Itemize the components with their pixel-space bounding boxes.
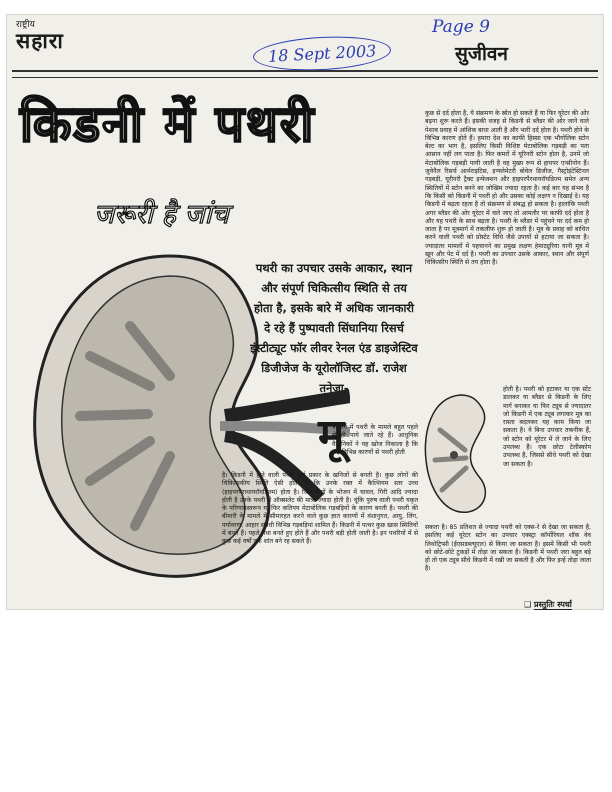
handwritten-date: 18 Sept 2003 [252,33,392,73]
article-credit-text: प्रस्तुतिः स्पर्धा [533,600,572,609]
kidney-cross-section-illustration [420,390,500,520]
masthead-name: सहारा [16,29,64,53]
article-dropcap: मू [318,410,345,461]
section-name: सुजीवन [455,43,508,65]
masthead-label: राष्ट्रीय [16,20,35,30]
article-intro: पथरी का उपचार उसके आकार, स्थान और संपूर्ण चिकित्सीय स्थिति से तय होता है, इसके बारे में अधिक जानकारी दे रहे हैं पुष्पावती सिंघानिया रिसर्च इंस्टीट्यूट फॉर लीवर रेनल एंड डाइजेस्टिव डिजीजेज के यूरोलॉजिस्ट डॉ. राजेश तनेजा- [250,261,418,395]
article-column-right-lower: होती है। पथरी को हटाकर या एक स्टेंट डालकर या ब्लैडर से किडनी के लिए मार्ग बनाकर या फिर ट्यूब से ज्यादातर जो किडनी में एक ट्यूब लगाकर मूत्र का रास्ता बदलकर यह काम किया जा सकता है। ये बिना उपचार तकनीक हैं, जो स्टोन को यूरेटर में ले जाने के लिए उपलब्ध हैं। एक छोटा टेलीस्कोप उपलब्ध है, जिससे सीधे पथरी को देखा जा सकता है। [503,386,591,468]
newspaper-clipping [6,14,604,610]
header-divider [12,70,598,78]
article-column-right: कुछ से दर्द होता है, ये संक्रमण के स्रोत हो सकते हैं या फिर यूरेटर की ओर बढ़ना शुरू करते हैं। इसकी वजह से किडनी से ब्लैडर की ओर जाने वाले पेशाब प्रवाह में आंशिक बाधा आती है और भारी दर्द होता है। पथरी होने के विभिन्न कारण होते हैं। हमारा देश का काफी हिस्सा एक भौगोलिक स्टोन बेल्ट का भाग है, इसलिए किसी विशिष्ट मेटाबोलिक गड़बड़ी का पता आसान नहीं लग पाता है। फिर कमरों में यूरिनरी स्टोन होता है, उनमें जो मेटाबोलिक गड़बड़ी पायी जाती है वह मुख्य रूप से हायपर एन्सीनोन हैं। जुवेनैल रिसर्च आर्थराइटिस, इन्फ्लेमेटरी बोवेल डिजीज, गैस्ट्रोइंटेस्टिनल गड़बड़ी, यूरीनरी ट्रैक्ट इन्फेक्शन और हाइपरपैरथायरॉयडिज्म समेत अन्य स्थितियों में स्टोन बनने का जोखिम ज्यादा रहता है। कई बार यह संभव है कि किसी को किडनी में पथरी हो और उसका कोई लक्षण न दिखाई दे। यह किडनी में बढ़ता रहता है तो संक्रमण से संबद्ध हो सकता है। हालांकि पथरी अगर ब्लैडर की ओर यूरेटर में चले जाए तो आमतौर पर काफी दर्द होता है और यह पथरी के साथ बढ़ता है। पथरी के ब्लैडर में पहुंचने पर दर्द कम हो जाता है पर मूत्रमार्ग में तकलीफ शुरू हो जाती है। मूत्र के प्रवाह को बाधित करने वाली पथरी को प्रोस्टेट विधि जैसे उपायों से हटाया जा सकता है। ज्यादातर मामलों में पहचानने का प्रमुख लक्षण हेमाट्यूरिया यानी मूत्र में खून और पेट में दर्द है। पथरी का उपचार उसके आकार, स्थान और संपूर्ण चिकित्सीय स्थिति से तय होता है। [425,110,589,267]
article-credit: ❑ प्रस्तुतिः स्पर्धा [524,600,572,609]
masthead [16,20,64,52]
article-column-mid: त्र मार्ग में पथरी के मामले बहुत पहले से ही पाये जाते रहे हैं। आधुनिक वैज्ञानिकों ने यह खोज निकाला है कि कई विभिन्न कारणों से पथरी होती [332,424,418,456]
handwritten-page-number: Page 9 [432,17,490,37]
article-column-bottom: सकता है। 85 प्रतिशत से ज्यादा पथरी को एक्स-रे से देखा जा सकता है, इसलिए कई यूरेटर स्टोन का उपचार एक्स्ट्रा कॉर्पोरियल शॉक वेव लिथोट्रिप्सी (ईएसडब्ल्यूएल) से किया जा सकता है। इसमें किसी भी पथरी को छोटे-छोटे टुकड़ों में तोड़ा जा सकता है। किडनी में पथरी जरा बहुत बड़े हो तो एक ट्यूब सीधे किडनी में रखी जा सकती है और फिर इन्हें तोड़ा जाता है। [425,524,591,573]
article-column-left: है। किडनी में होने वाली पथरी कई प्रकार के खनिजों से बनती है। कुछ लोगों की चिकित्सकीय स्थिति ऐसी होती है कि उनके रक्त में कैल्शियम स्तर उच्च (हाइपरपैराथायरॉयडिज्म) होता है। जिन लोगों के भोजन में चावल, गिरी आदि ज्यादा होती है उनके पथरी में ऑक्सलेट की मात्रा ज्यादा होती है। चूंकि पुरुष वाली पथरी यकृत के परिणामस्वरूप या फिर कतिपय मेटाबोलिक गड़बड़ियों के कारण बनती है। पथरी की बीमारी के मामले में सीमारहत करने वाले कुछ ज्ञात कारणों में वंशानुगत, आयु, लिंग, पर्यावरण, आहार संबंधी विभिन्न गड़बड़ियां शामिल हैं। किडनी में पत्थर कुछ खास स्थितियों में बनते हैं। पहले तथा बनते हुए होते हैं और पथरी बड़ी होती जाती है। इन पथरियों में से कुछ कई वर्षों तक शांत बने रह सकते हैं। [222,472,419,546]
article-headline: किडनी में पथरी [20,95,316,153]
article-subheadline: जरूरी है जांच [94,199,229,230]
